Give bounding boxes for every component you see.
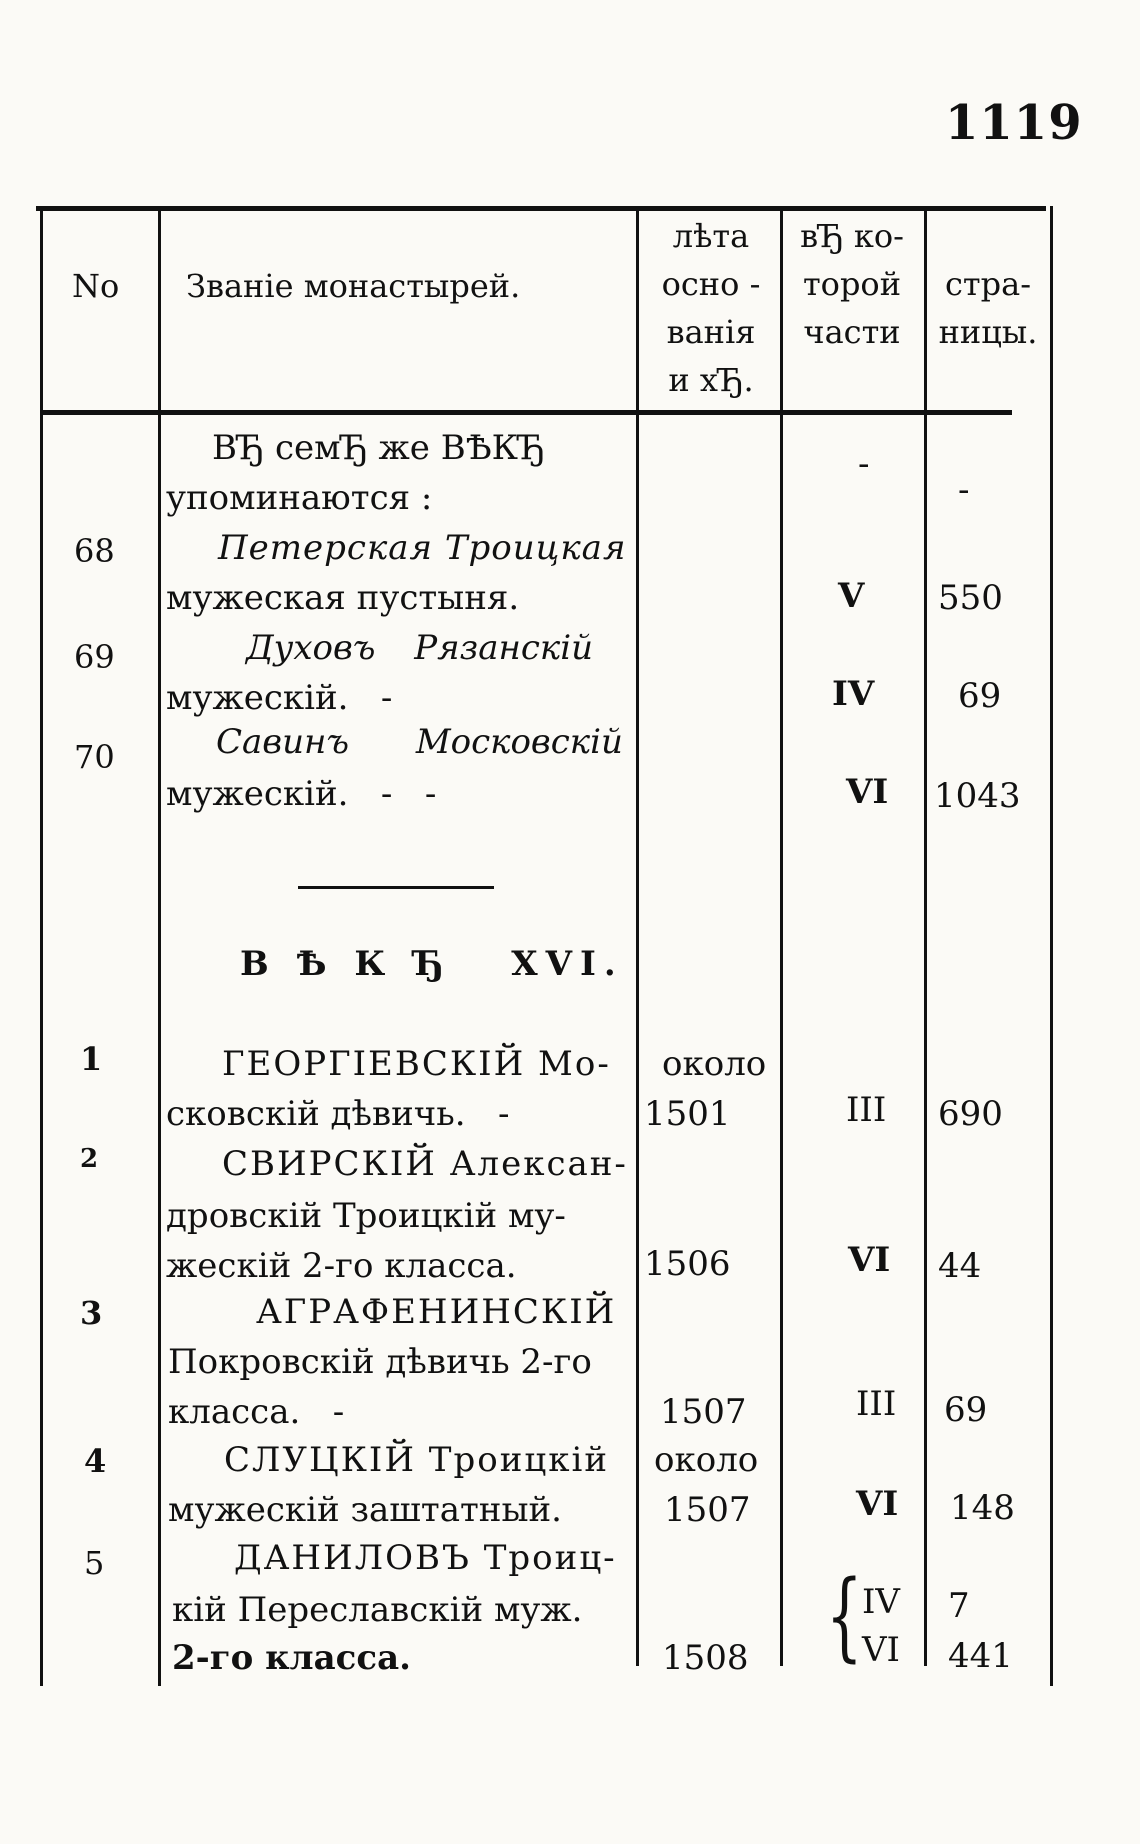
header-part-line: вЂ ко- <box>800 217 904 255</box>
section1-dash-part: - <box>858 444 870 484</box>
row-number: 5 <box>84 1544 105 1582</box>
row-title-line: кій Переславскій муж. <box>172 1590 583 1630</box>
row-page: 69 <box>958 676 1002 716</box>
section2-title: В Ѣ К Ђ XVI. <box>240 944 624 984</box>
row-number: 2 <box>80 1144 99 1174</box>
row-page: 690 <box>938 1094 1003 1134</box>
row-page: 7 <box>948 1586 970 1626</box>
row-title-line: жескій 2-го класса. <box>166 1246 517 1286</box>
header-year-line: ванія <box>666 313 756 351</box>
header-part <box>784 212 920 356</box>
row-number: 70 <box>74 738 115 776</box>
row-page: 44 <box>938 1246 982 1286</box>
column-rule-year <box>780 206 783 1666</box>
header-year-line: осно - <box>661 265 761 303</box>
header-part-line: части <box>803 313 901 351</box>
row-page: 550 <box>938 578 1003 618</box>
row-number: 4 <box>84 1442 107 1480</box>
column-rule-title <box>636 206 639 1666</box>
row-year-line: 1508 <box>662 1638 749 1678</box>
header-page-line: стра- <box>945 265 1031 303</box>
section1-dash-page: - <box>958 470 970 510</box>
row-number: 69 <box>74 638 115 676</box>
row-year-line: 1507 <box>664 1490 751 1530</box>
header-page <box>928 260 1048 356</box>
header-year-line: и хЂ. <box>668 361 754 399</box>
row-year-line: 1507 <box>660 1392 747 1432</box>
row-title-line: Савинъ Московскій <box>216 722 623 762</box>
row-year-line: около <box>654 1440 759 1480</box>
brace-glyph: { <box>826 1560 863 1672</box>
row-title-line: Покровскій дѣвичь 2-го <box>168 1342 592 1382</box>
page-number: 1119 <box>945 95 1083 151</box>
row-title-line: АГРАФЕНИНСКІЙ <box>256 1292 617 1332</box>
row-number: 1 <box>80 1040 103 1078</box>
row-page: 441 <box>948 1636 1013 1676</box>
row-title-line: СЛУЦКІЙ Троицкій <box>224 1440 610 1480</box>
row-title-line: ГЕОРГІЕВСКІЙ Мо- <box>222 1044 611 1084</box>
header-year-line: лѣта <box>672 217 750 255</box>
row-year-line: 1501 <box>644 1094 731 1134</box>
header-bottom-rule <box>42 410 1012 415</box>
row-part: VI <box>848 1240 891 1280</box>
row-title-line: мужескій. - - <box>166 774 437 814</box>
row-title-line: мужеская пустыня. <box>166 578 520 618</box>
header-page-line: ницы. <box>938 313 1038 351</box>
row-title-line: мужескій заштатный. <box>168 1490 562 1530</box>
row-year-line: 1506 <box>644 1244 731 1284</box>
row-year-line: около <box>662 1044 767 1084</box>
column-rule-left <box>40 206 43 1686</box>
header-no: No <box>72 267 120 305</box>
row-title-line: ДАНИЛОВЪ Троиц- <box>234 1538 617 1578</box>
section-divider <box>298 886 494 889</box>
column-rule-part <box>924 206 927 1666</box>
row-part: IV <box>862 1582 900 1622</box>
section1-intro-line1: ВЂ семЂ же ВѢКЂ <box>212 428 546 468</box>
row-page: 69 <box>944 1390 988 1430</box>
row-part: III <box>856 1384 897 1424</box>
row-title-line: сковскій дѣвичь. - <box>166 1094 510 1134</box>
row-title-line: СВИРСКІЙ Алексан- <box>222 1144 628 1184</box>
row-number: 68 <box>74 532 115 570</box>
row-part: III <box>846 1090 887 1130</box>
header-year <box>648 212 774 404</box>
header-top-rule <box>36 206 1046 211</box>
column-rule-right <box>1050 206 1053 1686</box>
row-part: IV <box>832 674 875 714</box>
header-part-line: торой <box>802 265 902 303</box>
row-page: 148 <box>950 1488 1015 1528</box>
header-title: Званіе монастырей. <box>186 267 521 305</box>
row-part: VI <box>856 1484 899 1524</box>
row-title-line: мужескій. - <box>166 678 393 718</box>
column-rule-no <box>158 206 161 1686</box>
row-title-line: дровскій Троицкій му- <box>166 1196 566 1236</box>
row-title-line: Петерская Троицкая <box>218 528 627 568</box>
row-part: VI <box>846 772 889 812</box>
row-number: 3 <box>80 1294 103 1332</box>
row-page: 1043 <box>934 776 1021 816</box>
row-title-line: 2-го класса. <box>172 1638 411 1678</box>
row-title-line: Духовъ Рязанскій <box>246 628 593 668</box>
row-part: V <box>838 576 865 616</box>
row-part: VI <box>862 1630 900 1670</box>
section1-intro-line2: упоминаются : <box>166 478 433 518</box>
row-title-line: класса. - <box>168 1392 345 1432</box>
